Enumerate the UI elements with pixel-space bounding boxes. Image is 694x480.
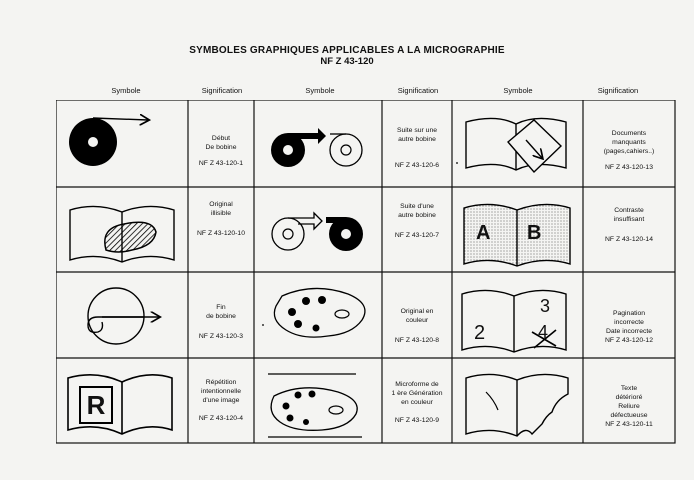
meaning-line: insuffisant bbox=[613, 216, 645, 223]
repeat-letter-box bbox=[79, 386, 113, 424]
standard-reference: NF Z 43-120 bbox=[320, 56, 374, 67]
contrast-letter-a: A bbox=[476, 222, 491, 244]
column-header-symbol-2: Symbole bbox=[305, 86, 335, 95]
repeat-letter: R bbox=[86, 390, 106, 420]
contrast-letter-b: B bbox=[527, 222, 542, 244]
first-generation-color-microform-icon bbox=[268, 374, 362, 437]
continued-on-another-reel-icon bbox=[271, 128, 362, 167]
meaning-line bbox=[189, 321, 253, 332]
meaning-cell bbox=[383, 202, 451, 240]
meaning-line: détérioré bbox=[615, 394, 643, 401]
meaning-cell bbox=[584, 206, 674, 244]
meaning-line: intentionnelle bbox=[200, 388, 242, 395]
page-number-right-bottom: 4 bbox=[538, 322, 549, 342]
meaning-line: NF Z 43-120-6 bbox=[394, 162, 440, 169]
meaning-cell bbox=[383, 380, 451, 425]
meaning-line: autre bobine bbox=[398, 212, 436, 219]
meaning-line: Répétition bbox=[205, 379, 237, 386]
meaning-line: Microforme de bbox=[395, 381, 439, 388]
meaning-cell bbox=[383, 307, 451, 345]
meaning-cell bbox=[584, 384, 674, 429]
column-header-signification-3: Signification bbox=[597, 86, 639, 95]
meaning-line: de bobine bbox=[206, 313, 236, 320]
meaning-line: Original en bbox=[400, 308, 434, 315]
meaning-line: défectueuse bbox=[610, 412, 648, 419]
meaning-line: De bobine bbox=[205, 144, 237, 151]
meaning-line: NF Z 43-120-3 bbox=[198, 333, 244, 340]
meaning-cell bbox=[189, 378, 253, 423]
continued-from-another-reel-icon bbox=[272, 213, 363, 251]
meaning-line: NF Z 43-120-12 bbox=[605, 337, 653, 344]
scan-speck bbox=[262, 324, 264, 326]
meaning-line: NF Z 43-120-10 bbox=[197, 230, 245, 237]
symbol-table bbox=[56, 100, 676, 445]
meaning-line bbox=[189, 152, 253, 159]
meaning-line: NF Z 43-120-7 bbox=[394, 232, 440, 239]
meaning-line bbox=[584, 156, 674, 163]
damaged-text-icon bbox=[466, 374, 568, 436]
meaning-line: illisible bbox=[210, 210, 232, 217]
meaning-line: NF Z 43-120-9 bbox=[394, 417, 440, 424]
page-title: SYMBOLES GRAPHIQUES APPLICABLES A LA MICROGRAPHIE bbox=[189, 45, 505, 56]
column-header-signification-2: Signification bbox=[397, 86, 439, 95]
column-header-signification-1: Signification bbox=[201, 86, 243, 95]
meaning-line: Pagination bbox=[612, 310, 646, 317]
meaning-line: Début bbox=[211, 135, 231, 142]
meaning-cell bbox=[584, 129, 674, 172]
column-header-symbol-3: Symbole bbox=[503, 86, 533, 95]
meaning-line: Documents bbox=[611, 130, 647, 137]
meaning-line: Fin bbox=[216, 304, 226, 311]
meaning-line: (pages,cahiers..) bbox=[603, 148, 655, 155]
page-number-right-top: 3 bbox=[540, 296, 551, 316]
meaning-line: Original bbox=[209, 201, 233, 208]
meaning-line bbox=[189, 218, 253, 229]
meaning-line: NF Z 43-120-14 bbox=[605, 236, 653, 243]
meaning-line bbox=[383, 220, 451, 231]
meaning-cell bbox=[383, 126, 451, 170]
meaning-line: NF Z 43-120-1 bbox=[198, 160, 244, 167]
meaning-line bbox=[383, 325, 451, 336]
meaning-line: NF Z 43-120-11 bbox=[605, 421, 653, 428]
meaning-line: Reliure bbox=[618, 403, 640, 410]
meaning-line: Contraste bbox=[614, 207, 644, 214]
meaning-line bbox=[383, 407, 451, 416]
page-number-left: 2 bbox=[474, 322, 486, 344]
meaning-line bbox=[584, 224, 674, 235]
meaning-line: NF Z 43-120-13 bbox=[605, 164, 653, 171]
meaning-cell bbox=[189, 134, 253, 168]
meaning-line: 1 ère Génération bbox=[391, 390, 443, 397]
scan-speck bbox=[456, 162, 458, 164]
column-header-symbol-1: Symbole bbox=[111, 86, 141, 95]
meaning-line: Suite d'une bbox=[400, 203, 434, 210]
meaning-line: autre bobine bbox=[398, 136, 436, 143]
color-original-icon bbox=[274, 288, 365, 337]
meaning-line: NF Z 43-120-4 bbox=[198, 415, 244, 422]
illegible-original-icon bbox=[70, 206, 174, 262]
end-of-reel-icon bbox=[88, 288, 159, 344]
table-grid bbox=[56, 100, 675, 443]
meaning-line: Date incorrecte bbox=[605, 328, 653, 335]
meaning-line: Suite sur une bbox=[396, 127, 438, 134]
meaning-line: incorrecte bbox=[614, 319, 644, 326]
meaning-line: manquants bbox=[612, 139, 646, 146]
meaning-line bbox=[189, 405, 253, 414]
meaning-line: en couleur bbox=[401, 399, 433, 406]
meaning-line: Texte bbox=[620, 385, 638, 392]
meaning-line bbox=[383, 144, 451, 161]
meaning-cell bbox=[189, 200, 253, 238]
meaning-line: couleur bbox=[405, 317, 429, 324]
meaning-line: d'une image bbox=[202, 397, 240, 404]
start-of-reel-icon bbox=[69, 118, 148, 166]
symbol-drawings bbox=[56, 100, 676, 445]
meaning-cell bbox=[584, 309, 674, 345]
meaning-cell bbox=[189, 303, 253, 341]
meaning-line: NF Z 43-120-8 bbox=[394, 337, 440, 344]
missing-documents-icon bbox=[466, 118, 566, 172]
